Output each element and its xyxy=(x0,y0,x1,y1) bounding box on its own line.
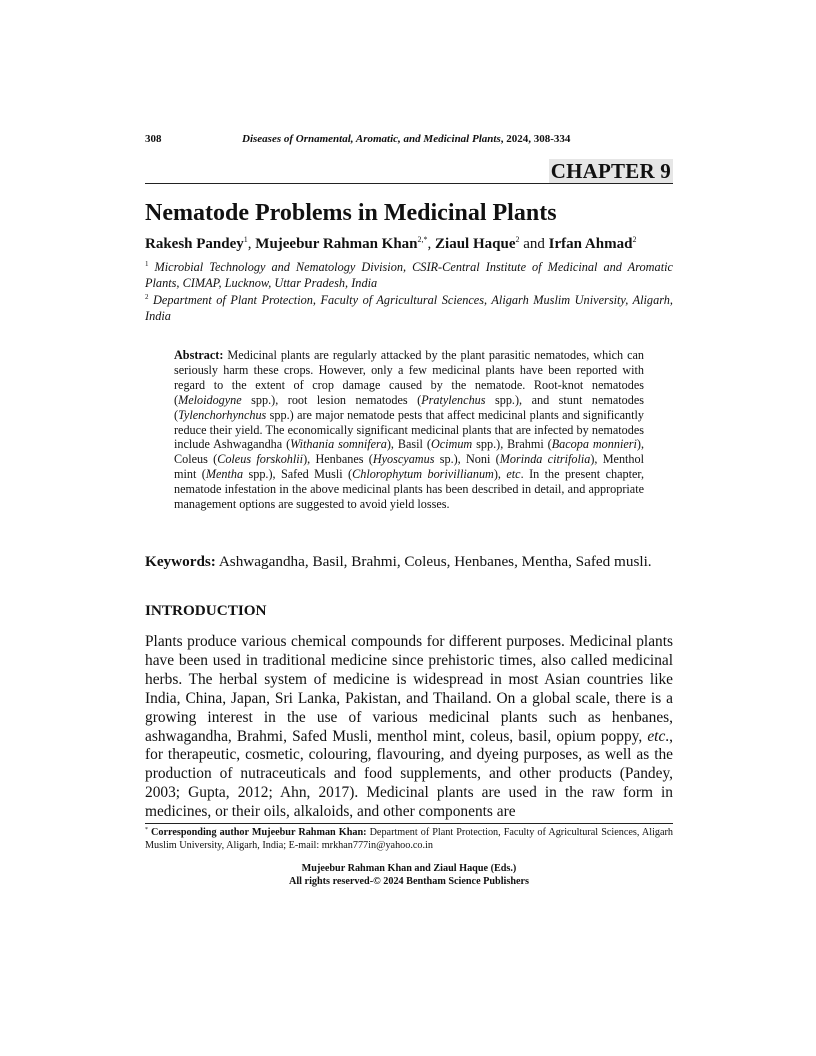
chapter-banner xyxy=(145,159,673,184)
section-heading-introduction: INTRODUCTION xyxy=(145,602,267,619)
introduction-paragraph: Plants produce various chemical compounds for different purposes. Medicinal plants have been used in traditional medicine since prehistoric times, also called medicinal herbs. The herbal system of medicine is widespread in most Asian countries like India, China, Japan, Sri Lanka, Pakistan, and Thailand. On a global scale, there is a growing interest in the use of various medicinal plants such as henbanes, ashwagandha, Brahmi, Safed Musli, menthol mint, coleus, basil, opium poppy, etc., for therapeutic, cosmetic, colouring, flavouring, and dyeing purposes, as well as the production of nutraceuticals and food supplements, and other products (Pandey, 2003; Gupta, 2012; Ahn, 2017). Medicinal plants are used in the raw form in medicines, or their oils, alkaloids, and other components are xyxy=(145,633,673,821)
journal-volume-pages: , 2024, 308-334 xyxy=(500,133,571,145)
editors-line: Mujeebur Rahman Khan and Ziaul Haque (Eds.) xyxy=(301,863,517,874)
author-name: Ziaul Haque xyxy=(435,236,516,252)
abstract-label: Abstract: xyxy=(174,348,224,362)
corresponding-author-footnote xyxy=(145,826,673,852)
chapter-title: Nematode Problems in Medicinal Plants xyxy=(145,200,557,226)
affiliation-1 xyxy=(145,259,673,291)
abstract-body: Medicinal plants are regularly attacked by the plant parasitic nematodes, which can seriously harm these crops. However, only a few medicinal plants have been reported with regard to the extent of crop damage caused by the nematode. Root-knot nematodes (Meloidogyne spp.), root lesion nematodes (Pratylenchus spp.), and stunt nematodes (Tylenchorhynchus spp.) are major nematode pests that affect medicinal plants and significantly reduce their yield. The economically significant medicinal plants that are infected by nematodes include Ashwagandha (Withania somnifera), Basil (Ocimum spp.), Brahmi (Bacopa monnieri), Coleus (Coleus forskohlii), Henbanes (Hyoscyamus sp.), Noni (Morinda citrifolia), Menthol mint (Mentha spp.), Safed Musli (Chlorophytum borivillianum), etc. In the present chapter, nematode infestation in the above medicinal plants has been described in detail, and appropriate management options are suggested to avoid yield losses. xyxy=(174,348,644,512)
affiliation-text: Microbial Technology and Nematology Division, CSIR-Central Institute of Medicinal and Aromatic Plants, CIMAP, Lucknow, Uttar Pradesh, India xyxy=(145,260,673,290)
journal-citation xyxy=(242,132,570,146)
author-affiliation-mark: 2 xyxy=(632,235,637,244)
publisher-info xyxy=(145,862,673,888)
footnote-text: Department of Plant Protection, Faculty of Agricultural Sciences, Aligarh Muslim University, Aligarh, India; E-mail: mrkhan777in@yahoo.co.in xyxy=(145,827,673,851)
affiliation-mark: 2 xyxy=(145,293,149,301)
abstract xyxy=(174,348,644,512)
author-separator: , xyxy=(427,236,436,252)
affiliation-text: Department of Plant Protection, Faculty of Agricultural Sciences, Aligarh Muslim University, Aligarh, India xyxy=(145,293,673,323)
author-affiliation-mark: 2,* xyxy=(417,235,428,244)
keywords-list: Ashwagandha, Basil, Brahmi, Coleus, Henbanes, Mentha, Safed musli. xyxy=(215,553,652,570)
author-name: Irfan Ahmad xyxy=(548,236,633,252)
author-name: Mujeebur Rahman Khan xyxy=(255,236,418,252)
author-name: Rakesh Pandey xyxy=(145,236,244,252)
author-affiliation-mark: 1 xyxy=(243,235,248,244)
affiliation-mark: 1 xyxy=(145,260,149,268)
keywords xyxy=(145,553,673,572)
copyright-line: All rights reserved-© 2024 Bentham Science Publishers xyxy=(288,876,530,887)
chapter-label: CHAPTER 9 xyxy=(550,159,671,183)
footnote-mark: * xyxy=(145,827,148,833)
affiliation-2 xyxy=(145,292,673,324)
footnote-label: Corresponding author Mujeebur Rahman Khan: xyxy=(148,827,367,838)
footnote-divider xyxy=(145,823,673,824)
page-number: 308 xyxy=(145,133,162,145)
keywords-label: Keywords: xyxy=(145,553,216,570)
author-list xyxy=(145,235,673,254)
author-affiliation-mark: 2 xyxy=(515,235,520,244)
journal-title: Diseases of Ornamental, Aromatic, and Medicinal Plants xyxy=(242,133,501,145)
author-separator: , xyxy=(247,236,256,252)
author-separator: and xyxy=(519,236,549,252)
